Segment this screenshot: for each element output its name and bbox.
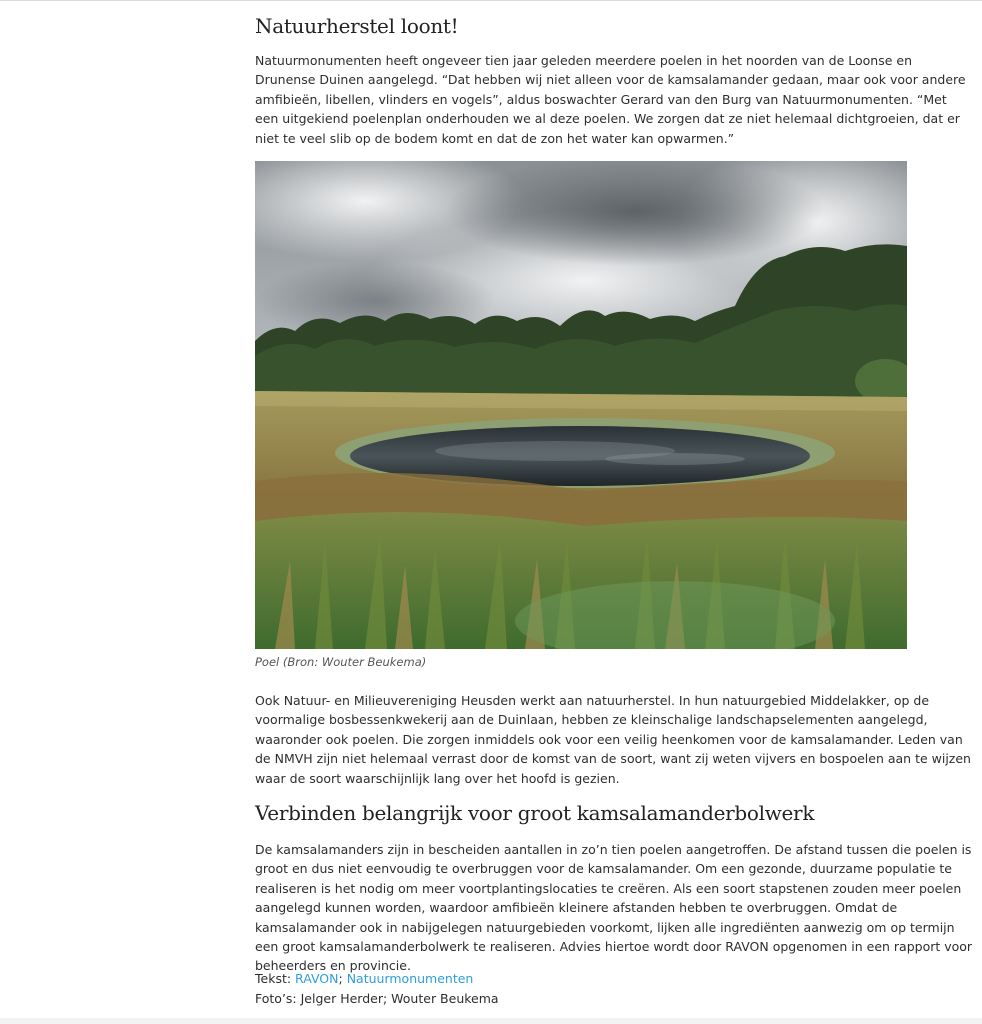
- section-heading-verbinden: Verbinden belangrijk voor groot kamsalamanderbolwerk: [255, 801, 815, 825]
- credits-separator: ;: [338, 971, 347, 986]
- top-divider: [0, 0, 982, 1]
- ravon-link[interactable]: RAVON: [295, 971, 339, 986]
- footer-band: [0, 1018, 982, 1024]
- paragraph-verbinden: De kamsalamanders zijn in bescheiden aantallen in zo’n tien poelen aangetroffen. De afstand tussen die poelen is groot en dus niet eenvoudig te overbruggen voor de kamsalamander. Om een gezonde, duurzame populatie te realiseren is het nodig om meer voortplantingslocaties te creëren. Als een soort stapstenen zouden meer poelen aangelegd kunnen worden, waardoor amfibieën kleinere afstanden hebben te overbruggen. Omdat de kamsalamander ook in nabijgelegen natuurgebieden voorkomt, lijken alle ingrediënten aanwezig om op termijn een groot kamsalamanderbolwerk te realiseren. Advies hiertoe wordt door RAVON opgenomen in een rapport voor beheerders en provincie.: [255, 842, 973, 974]
- paragraph-heusden: Ook Natuur- en Milieuvereniging Heusden werkt aan natuurherstel. In hun natuurgebied Middelakker, op de voormalige bosbessenkwekerij aan de Duinlaan, hebben ze kleinschalige landschapselementen aangelegd, waaronder ook poelen. Die zorgen inmiddels ook voor een veilig heenkomen voor de kamsalamander. Leden van de NMVH zijn niet helemaal verrast door de komst van de soort, want zij weten vijvers en bospoelen aan te wijzen waar de soort waarschijnlijk lang over het hoofd is gezien.: [255, 693, 971, 786]
- natuurmonumenten-link[interactable]: Natuurmonumenten: [346, 971, 474, 986]
- photo-credits-line: Foto’s: Jelger Herder; Wouter Beukema: [255, 990, 499, 1006]
- photo-caption: Poel (Bron: Wouter Beukema): [255, 655, 427, 669]
- pond-photo: [255, 161, 907, 649]
- text-credits-label: Tekst:: [255, 971, 296, 986]
- paragraph-intro: Natuurmonumenten heeft ongeveer tien jaar geleden meerdere poelen in het noorden van de Loonse en Drunense Duinen aangelegd. “Dat hebben wij niet alleen voor de kamsalamander gedaan, maar ook voor andere amfibieën, libellen, vlinders en vogels”, aldus boswachter Gerard van den Burg van Natuurmonumenten. “Met een uitgekiend poelenplan onderhouden we al deze poelen. We zorgen dat ze niet helemaal dichtgroeien, dat er niet te veel slib op de bodem komt en dat de zon het water kan opwarmen.”: [255, 53, 966, 146]
- credits-block: [255, 969, 499, 1008]
- text-credits-line: [255, 969, 499, 989]
- section-heading-natuurherstel: Natuurherstel loont!: [255, 14, 459, 38]
